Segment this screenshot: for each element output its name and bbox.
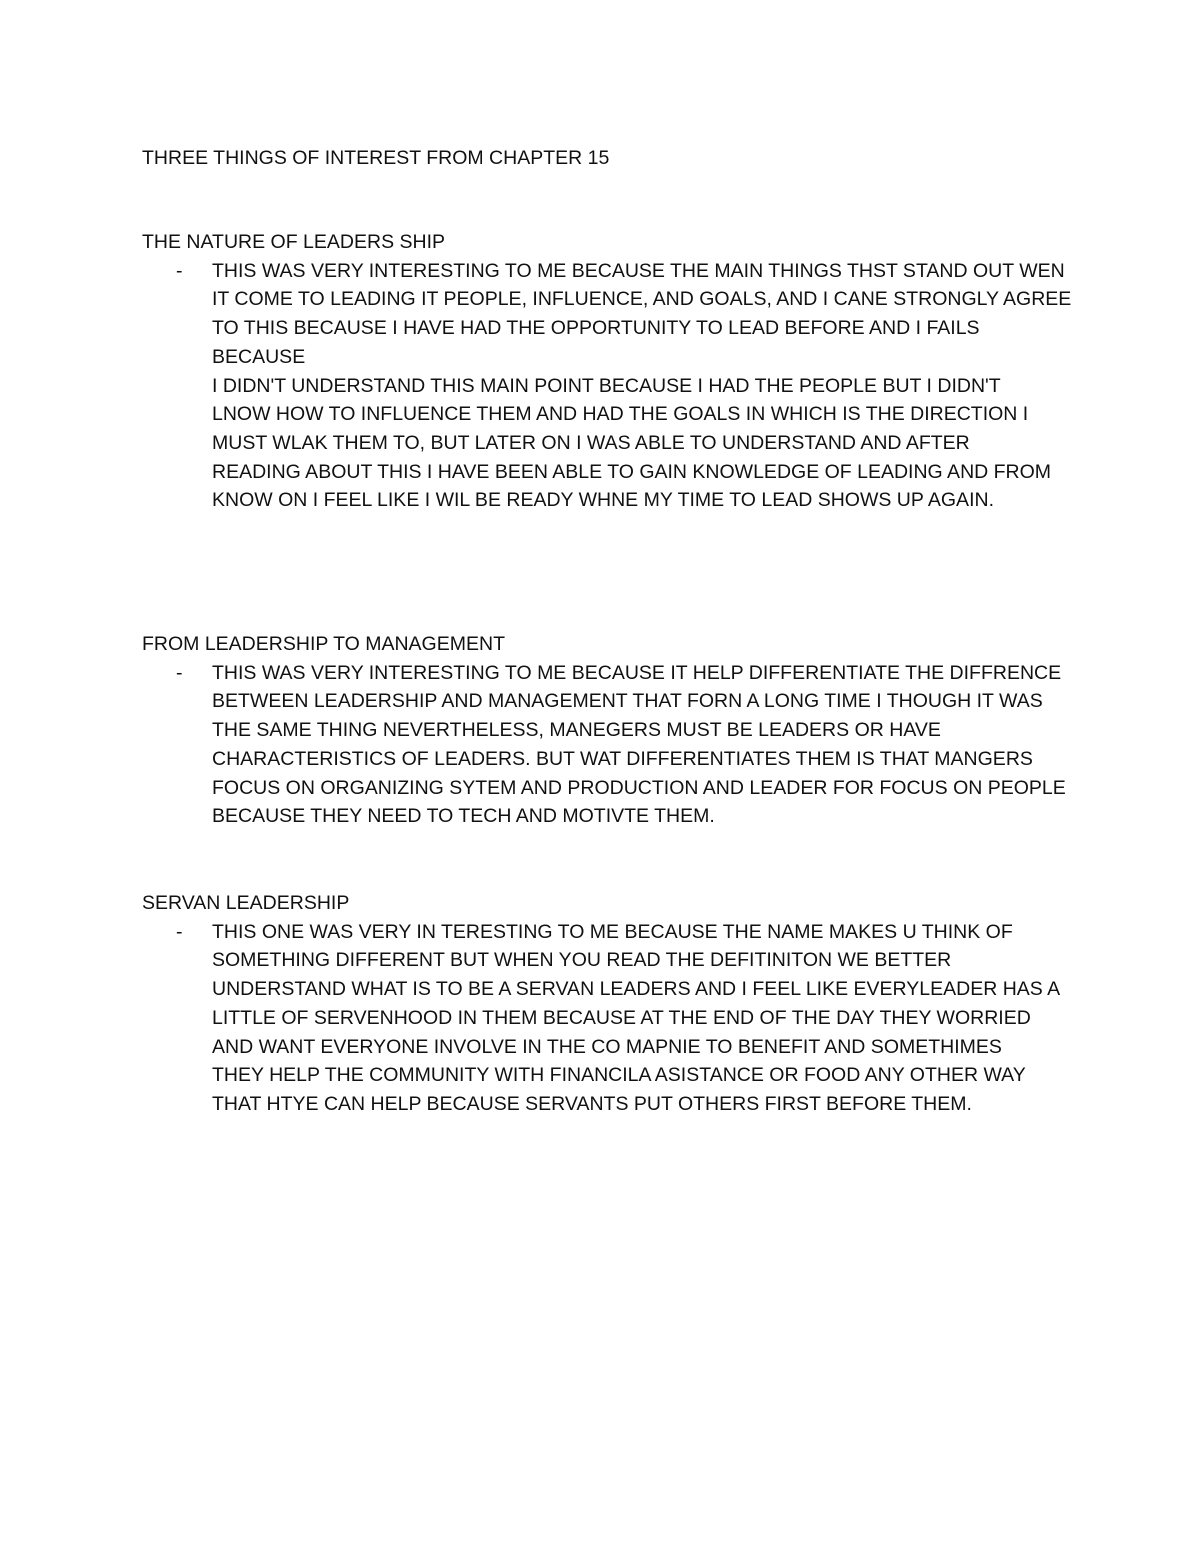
bullet-dash-icon: - [176,920,183,943]
section-servant-leadership [142,889,1072,1119]
section-leadership-to-management [142,630,1072,831]
bullet-text: THIS WAS VERY INTERESTING TO ME BECAUSE THE MAIN THINGS THST STAND OUT WEN IT COME TO LEADING IT PEOPLE, INFLUENCE, AND GOALS, AND I CANE STRONGLY AGREE TO THIS BECAUSE I HAVE HAD THE OPPORTUNITY TO LEAD BEFORE AND I FAILS BECAUSE I DIDN'T UNDERSTAND THIS MAIN POINT BECAUSE I HAD THE PEOPLE BUT I DIDN'T LNOW HOW TO INFLUENCE THEM AND HAD THE GOALS IN WHICH IS THE DIRECTION I MUST WLAK THEM TO, BUT LATER ON I WAS ABLE TO UNDERSTAND AND AFTER READING ABOUT THIS I HAVE BEEN ABLE TO GAIN KNOWLEDGE OF LEADING AND FROM KNOW ON I FEEL LIKE I WIL BE READY WHNE MY TIME TO LEAD SHOWS UP AGAIN. [212,259,1072,512]
bullet-item [142,918,1072,1119]
bullet-dash-icon: - [176,661,183,684]
section-heading: SERVAN LEADERSHIP [142,892,350,914]
section-nature-of-leadership [142,228,1072,515]
bullet-item [142,659,1072,831]
bullet-text: THIS ONE WAS VERY IN TERESTING TO ME BECAUSE THE NAME MAKES U THINK OF SOMETHING DIFFERENT BUT WHEN YOU READ THE DEFITINITON WE BETTER UNDERSTAND WHAT IS TO BE A SERVAN LEADERS AND I FEEL LIKE EVERYLEADER HAS A LITTLE OF SERVENHOOD IN THEM BECAUSE AT THE END OF THE DAY THEY WORRIED AND WANT EVERYONE INVOLVE IN THE CO MAPNIE TO BENEFIT AND SOMETHIMES THEY HELP THE COMMUNITY WITH FINANCILA ASISTANCE OR FOOD ANY OTHER WAY THAT HTYE CAN HELP BECAUSE SERVANTS PUT OTHERS FIRST BEFORE THEM. [212,920,1061,1115]
bullet-item [142,257,1072,515]
section-heading: THE NATURE OF LEADERS SHIP [142,231,446,253]
document-title: THREE THINGS OF INTEREST FROM CHAPTER 15 [142,147,610,169]
bullet-dash-icon: - [176,259,183,282]
bullet-text: THIS WAS VERY INTERESTING TO ME BECAUSE IT HELP DIFFERENTIATE THE DIFFRENCE BETWEEN LEADERSHIP AND MANAGEMENT THAT FORN A LONG TIME I THOUGH IT WAS THE SAME THING NEVERTHELESS, MANEGERS MUST BE LEADERS OR HAVE CHARACTERISTICS OF LEADERS. BUT WAT DIFFERENTIATES THEM IS THAT MANGERS FOCUS ON ORGANIZING SYTEM AND PRODUCTION AND LEADER FOR FOCUS ON PEOPLE BECAUSE THEY NEED TO TECH AND MOTIVTE THEM. [212,661,1066,828]
section-heading: FROM LEADERSHIP TO MANAGEMENT [142,633,505,655]
